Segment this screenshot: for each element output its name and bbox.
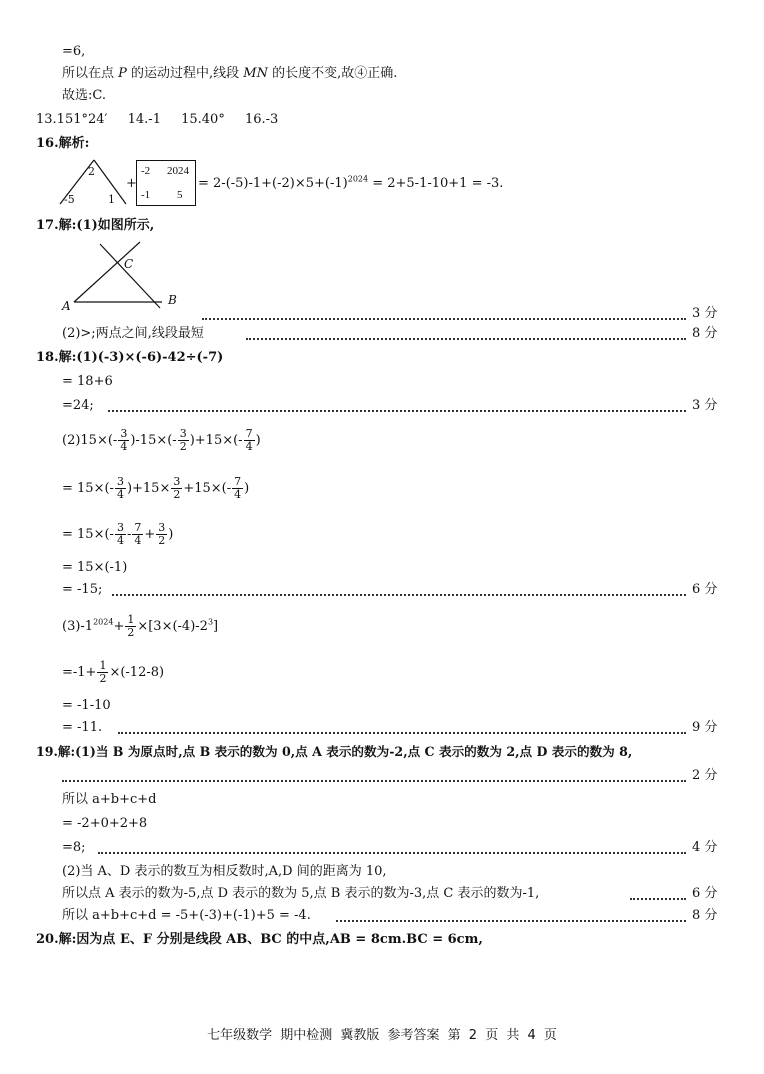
score-19-3: 6 分 [692, 886, 718, 901]
dot-leader [118, 732, 686, 734]
fraction: $\frac{3}{4}$ [116, 521, 124, 547]
dot-leader [202, 318, 686, 320]
fraction: $\frac{7}{4}$ [134, 521, 142, 547]
fraction: $\frac{3}{2}$ [173, 475, 181, 501]
dot-leader [336, 920, 686, 922]
q18-line-8: = 15×(-1) [62, 560, 128, 575]
q18-line-3: =24; [62, 398, 94, 413]
triangle-right-value: 1 [108, 193, 115, 206]
q19-line-7: 所以 a+b+c+d = -5+(-3)+(-1)+5 = -4. [62, 908, 311, 923]
dot-leader [246, 338, 686, 340]
dot-leader [630, 898, 686, 900]
q19-line-3: = -2+0+2+8 [62, 816, 148, 831]
q19-line-5: (2)当 A、D 表示的数互为相反数时,A,D 间的距离为 10, [62, 864, 387, 879]
q17-part2: (2)>;两点之间,线段最短 [62, 326, 204, 341]
q16-number-box [136, 160, 196, 206]
fraction: $\frac{1}{2}$ [99, 659, 107, 685]
q18-heading: 18.解:(1)(-3)×(-6)-42÷(-7) [36, 350, 224, 365]
score-18-2: 6 分 [692, 582, 718, 597]
q19-line-6: 所以点 A 表示的数为-5,点 D 表示的数为 5,点 B 表示的数为-3,点 C 表示的数为-1, [62, 886, 540, 901]
conclusion-line: 所以在点 P 的运动过程中,线段 MN 的长度不变,故④正确. [62, 66, 398, 81]
point-c-label: C [124, 257, 134, 271]
fraction: $\frac{7}{4}$ [245, 427, 253, 453]
dot-leader [112, 594, 686, 596]
q18-line-12: = -1-10 [62, 698, 111, 713]
q17-figure [60, 240, 180, 310]
q18-line-11: =-1+ $\frac{1}{2}$ ×(-12-8) [62, 659, 165, 685]
q16-plus-sign: + [126, 176, 137, 191]
score-19-4: 8 分 [692, 908, 718, 923]
point-a-label: A [62, 299, 71, 313]
q18-line-9: = -15; [62, 582, 103, 597]
box-bottom-right-value: 5 [177, 189, 183, 201]
fraction: $\frac{3}{4}$ [116, 475, 124, 501]
page-footer: 七年级数学 期中检测 冀教版 参考答案 第 2 页 共 4 页 [207, 1028, 557, 1043]
box-bottom-left-value: -1 [141, 189, 151, 201]
score-17-2: 8 分 [692, 326, 718, 341]
score-18-1: 3 分 [692, 398, 718, 413]
choice-line: 故选:C. [62, 88, 106, 103]
dot-leader [108, 410, 686, 412]
q17-heading: 17.解:(1)如图所示, [36, 218, 155, 233]
q19-line-4: =8; [62, 840, 86, 855]
q19-line-2: 所以 a+b+c+d [62, 792, 157, 807]
fraction: $\frac{3}{2}$ [179, 427, 187, 453]
q19-heading: 19.解:(1)当 B 为原点时,点 B 表示的数为 0,点 A 表示的数为-2,点 C 表示的数为 2,点 D 表示的数为 8, [36, 744, 633, 759]
dot-leader [62, 780, 686, 782]
q16-equation: = $2-(-5)-1+(-2)\times 5+(-1)^{2024} = 2+5-1-10+1 = -3$. [198, 174, 504, 191]
score-17-1: 3 分 [692, 306, 718, 321]
point-b-label: B [168, 293, 177, 307]
triangle-top-value: 2 [88, 165, 95, 178]
fraction: $\frac{3}{4}$ [120, 427, 128, 453]
score-18-3: 9 分 [692, 720, 718, 735]
fraction: $\frac{3}{2}$ [158, 521, 166, 547]
q18-line-6: = 15×(- $\frac{3}{4}$ - $\frac{7}{4}$ + $\frac{3}{2}$ ) [62, 521, 174, 547]
score-19-1: 2 分 [692, 768, 718, 783]
q18-line-2: = 18+6 [62, 374, 113, 389]
dot-leader [98, 852, 686, 854]
equals-six-line: =6, [62, 44, 86, 59]
fraction: $\frac{7}{4}$ [234, 475, 242, 501]
q16-heading: 16.解析: [36, 136, 90, 151]
q18-part3-line: $(3)-1^{2024}+$ $\frac{1}{2}$ $\times[3\times(-4)-2^3]$ [62, 613, 219, 639]
answers-13-16: 13.151°24′ 14.-1 15.40° 16.-3 [36, 112, 279, 127]
triangle-left-value: -5 [64, 193, 75, 206]
q20-heading: 20.解:因为点 E、F 分别是线段 AB、BC 的中点,AB = 8cm.BC = 6cm, [36, 932, 483, 947]
ray-from-b [100, 244, 160, 308]
box-top-left-value: -2 [141, 165, 151, 177]
score-19-2: 4 分 [692, 840, 718, 855]
q18-part2-line: (2)15×(- $\frac{3}{4}$ )-15×(- $\frac{3}{2}$ )+15×(- $\frac{7}{4}$ ) [62, 427, 261, 453]
box-top-right-value: 2024 [167, 165, 189, 177]
q18-line-5: = 15×(- $\frac{3}{4}$ )+15× $\frac{3}{2}$ +15×(- $\frac{7}{4}$ ) [62, 475, 250, 501]
fraction: $\frac{1}{2}$ [127, 613, 135, 639]
q18-line-13: = -11. [62, 720, 103, 735]
